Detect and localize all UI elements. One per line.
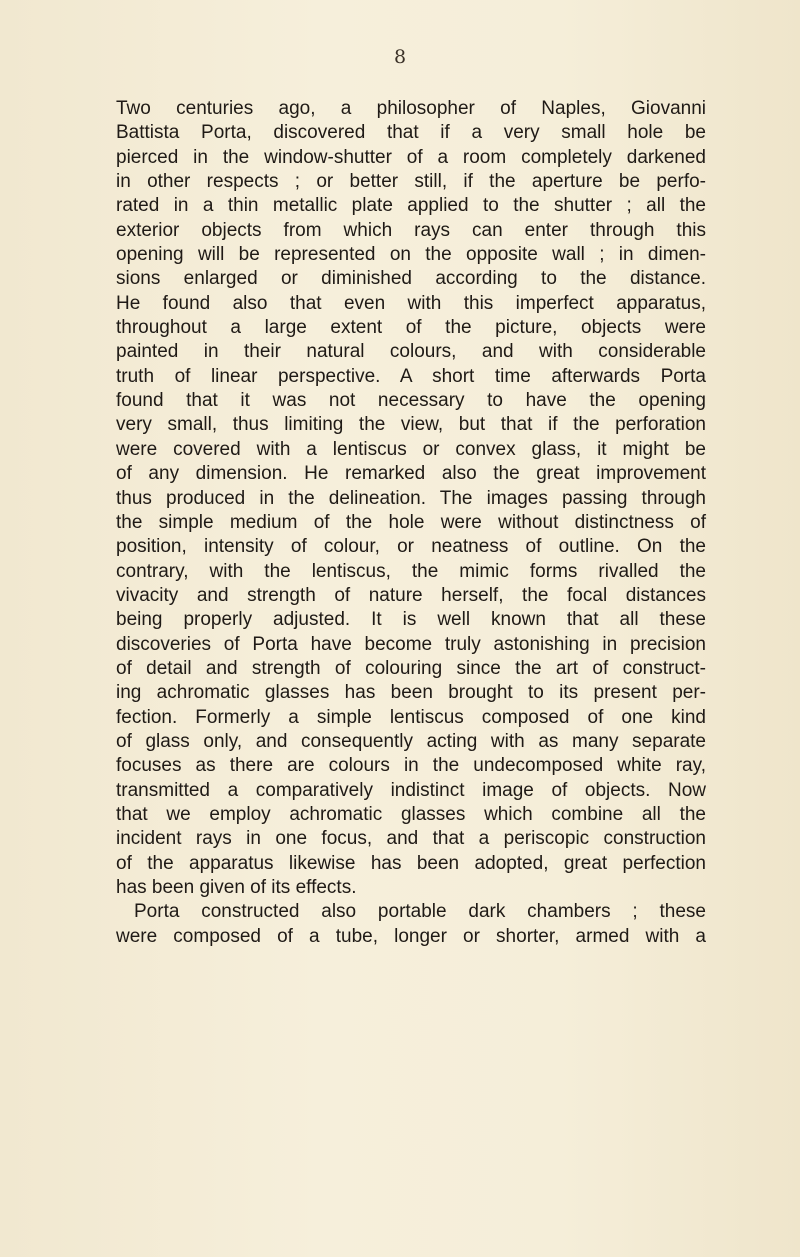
paragraph-end-line: has been given of its effects. <box>116 877 357 898</box>
text-line: the simple medium of the hole were without distinctness of <box>116 511 706 533</box>
page-number: 8 <box>393 46 407 68</box>
text-line: sions enlarged or diminished according to the distance. <box>116 268 706 290</box>
text-line: focuses as there are colours in the undecomposed white ray, <box>116 755 706 777</box>
text-line: of glass only, and consequently acting with as many separate <box>116 730 706 752</box>
text-line: very small, thus limiting the view, but that if the perforation <box>116 414 706 436</box>
text-line: of any dimension. He remarked also the great improvement <box>116 463 706 485</box>
text-line: being properly adjusted. It is well known that all these <box>116 609 706 631</box>
paragraph-start-line: Porta constructed also portable dark chambers ; these <box>134 901 706 923</box>
body-text <box>116 97 706 949</box>
text-line: incident rays in one focus, and that a periscopic construction <box>116 828 706 850</box>
text-line: rated in a thin metallic plate applied to the shutter ; all the <box>116 195 706 217</box>
text-line: discoveries of Porta have become truly astonishing in precision <box>116 633 706 655</box>
text-line: found that it was not necessary to have the opening <box>116 390 706 412</box>
text-line: painted in their natural colours, and with considerable <box>116 341 706 363</box>
text-line: thus produced in the delineation. The images passing through <box>116 487 706 509</box>
text-line: contrary, with the lentiscus, the mimic forms rivalled the <box>116 560 706 582</box>
text-line: vivacity and strength of nature herself, the focal distances <box>116 584 706 606</box>
text-line: He found also that even with this imperfect apparatus, <box>116 292 706 314</box>
text-line: of the apparatus likewise has been adopted, great perfection <box>116 852 706 874</box>
text-line: that we employ achromatic glasses which combine all the <box>116 803 706 825</box>
text-line: of detail and strength of colouring since the art of construct- <box>116 657 706 679</box>
text-line: position, intensity of colour, or neatness of outline. On the <box>116 536 706 558</box>
text-line: were composed of a tube, longer or shorter, armed with a <box>116 925 706 947</box>
text-line: pierced in the window-shutter of a room completely darkened <box>116 146 706 168</box>
text-line: in other respects ; or better still, if the aperture be perfo- <box>116 171 706 193</box>
text-line: ing achromatic glasses has been brought to its present per- <box>116 682 706 704</box>
text-line: truth of linear perspective. A short time afterwards Porta <box>116 365 706 387</box>
text-line: exterior objects from which rays can enter through this <box>116 219 706 241</box>
text-line: were covered with a lentiscus or convex glass, it might be <box>116 438 706 460</box>
text-line: transmitted a comparatively indistinct image of objects. Now <box>116 779 706 801</box>
text-line: throughout a large extent of the picture, objects were <box>116 317 706 339</box>
text-line: opening will be represented on the opposite wall ; in dimen- <box>116 244 706 266</box>
text-line: Two centuries ago, a philosopher of Naples, Giovanni <box>116 98 706 119</box>
text-line: fection. Formerly a simple lentiscus composed of one kind <box>116 706 706 728</box>
text-line: Battista Porta, discovered that if a very small hole be <box>116 122 706 144</box>
